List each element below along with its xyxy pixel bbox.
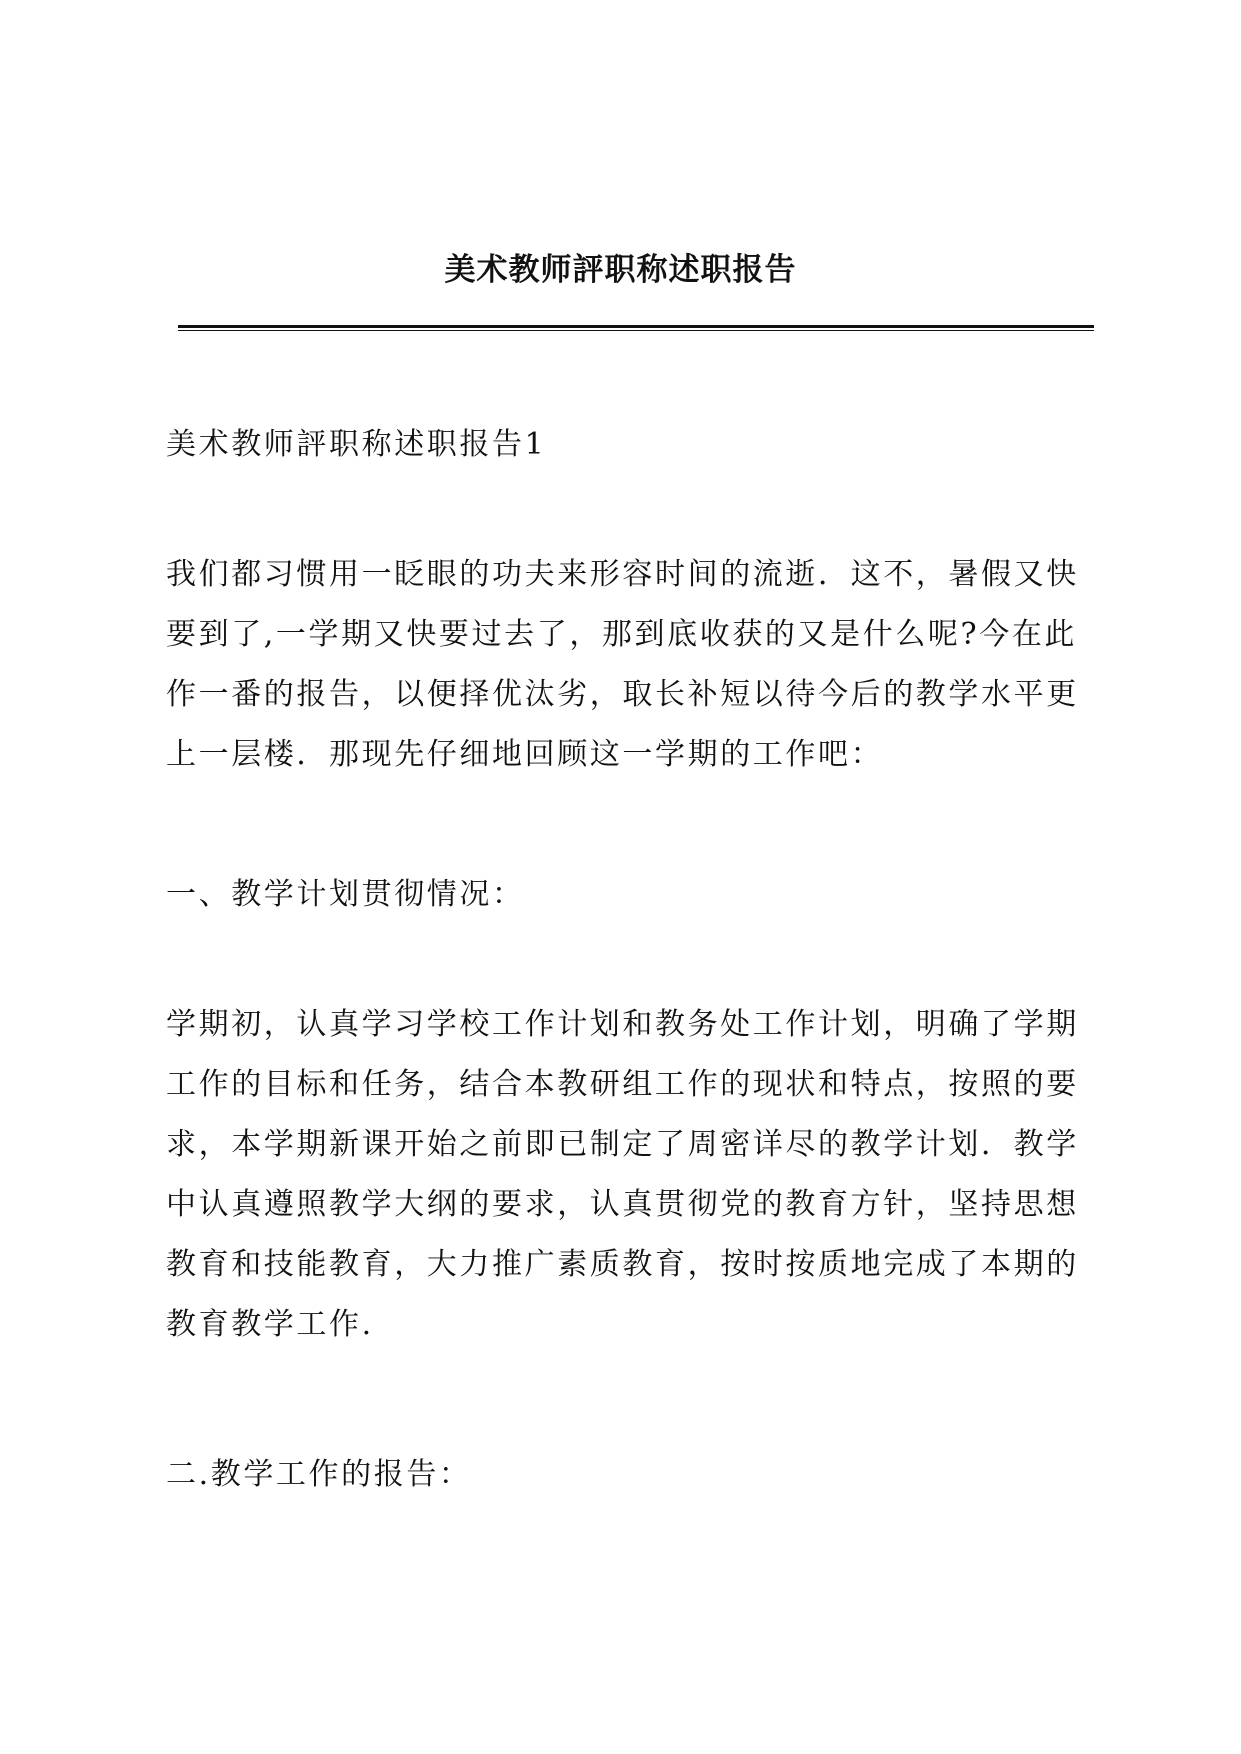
paragraph-line: 教育教学工作. bbox=[166, 1307, 374, 1342]
paragraph-line: 教育和技能教育，大力推广素质教育，按时按质地完成了本期的 bbox=[166, 1247, 1079, 1282]
paragraph-line: 中认真遵照教学大纲的要求，认真贯彻党的教育方针，坚持思想 bbox=[166, 1187, 1079, 1222]
title-rule-thick bbox=[178, 325, 1094, 328]
report-subtitle: 美术教师評职称述职报告1 bbox=[166, 427, 547, 462]
title-double-rule bbox=[178, 325, 1094, 332]
paragraph-line: 工作的目标和任务，结合本教研组工作的现状和特点，按照的要 bbox=[166, 1067, 1079, 1102]
paragraph-line: 上一层楼．那现先仔细地回顾这一学期的工作吧： bbox=[166, 737, 884, 772]
paragraph-line: 要到了,一学期又快要过去了，那到底收获的又是什么呢?今在此 bbox=[166, 617, 1078, 652]
paragraph-line: 学期初，认真学习学校工作计划和教务处工作计划，明确了学期 bbox=[166, 1007, 1079, 1042]
paragraph-intro bbox=[166, 545, 1090, 785]
paragraph-line: 作一番的报告，以便择优汰劣，取长补短以待今后的教学水平更 bbox=[166, 677, 1079, 712]
paragraph-line: 求，本学期新课开始之前即已制定了周密详尽的教学计划．教学 bbox=[166, 1127, 1079, 1162]
section-heading-1: 一、教学计划贯彻情况： bbox=[166, 877, 525, 912]
document-title: 美术教师評职称述职报告 bbox=[444, 252, 797, 288]
paragraph-line: 我们都习惯用一眨眼的功夫来形容时间的流逝．这不，暑假又快 bbox=[166, 557, 1079, 592]
section-heading-2: 二.教学工作的报告： bbox=[166, 1457, 472, 1492]
paragraph-teaching-plan bbox=[166, 995, 1090, 1355]
title-rule-thin bbox=[178, 330, 1094, 331]
